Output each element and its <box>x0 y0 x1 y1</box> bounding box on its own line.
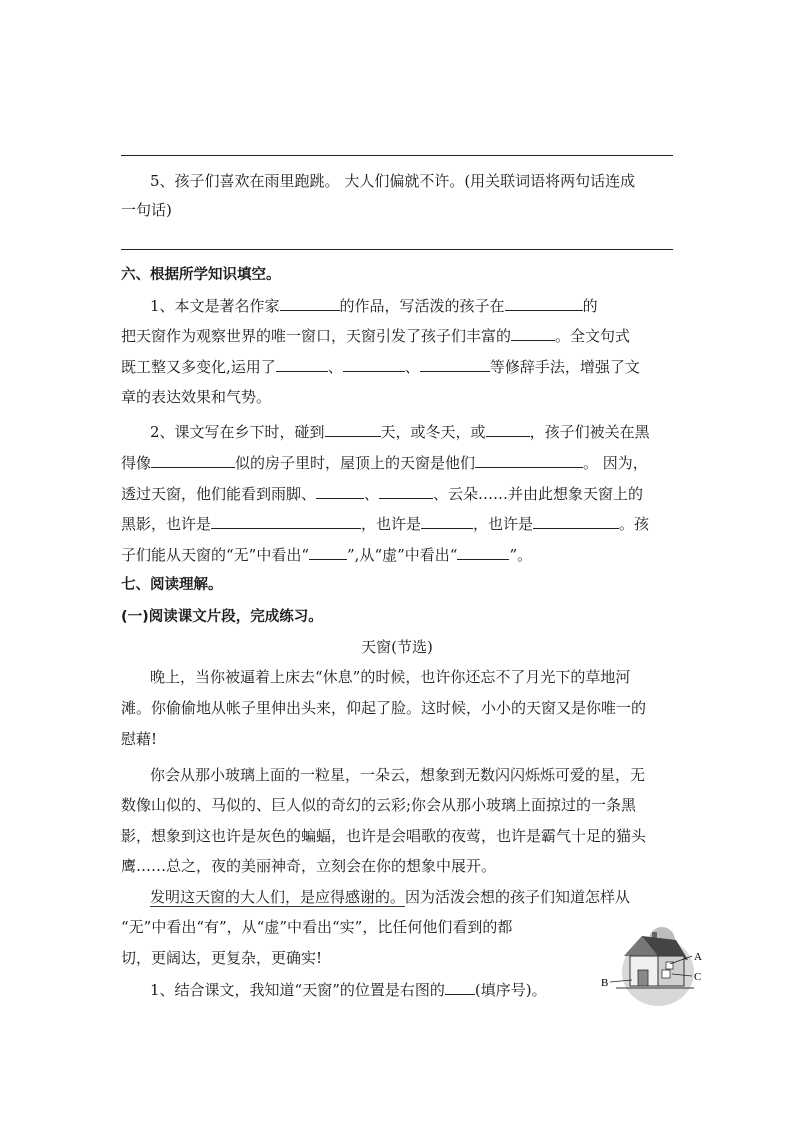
fill-blank[interactable] <box>505 295 583 311</box>
fill-blank[interactable] <box>420 356 490 372</box>
fill-blank[interactable] <box>533 513 619 529</box>
fill-blank[interactable] <box>325 421 381 437</box>
underlined-sentence: 发明这天窗的大人们，是应得感谢的。 <box>150 888 406 906</box>
s6-item1-line4: 章的表达效果和气势。 <box>121 388 272 406</box>
section7-subheading: (一)阅读课文片段，完成练习。 <box>121 609 323 625</box>
passage-title: 天窗(节选) <box>361 638 433 656</box>
fill-blank[interactable] <box>276 356 328 372</box>
fill-blank[interactable] <box>316 483 364 499</box>
text: 、 <box>364 485 380 503</box>
text: ，孩子们被关在黑 <box>529 423 650 441</box>
section7-heading: 七、阅读理解。 <box>121 577 223 593</box>
s6-item1-line3 <box>121 356 640 377</box>
s6-item2-line5 <box>121 544 532 565</box>
text: 2、课文写在乡下时，碰到 <box>150 423 325 441</box>
fill-blank[interactable] <box>486 421 530 437</box>
text: ，也许是 <box>473 515 534 533</box>
text: 似的房子里时，屋顶上的天窗是他们 <box>235 454 476 472</box>
q5-line-1: 5、孩子们喜欢在雨里跑跳。 大人们偏就不许。(用关联词语将两句话连成 <box>150 172 636 190</box>
text: 的 <box>582 297 598 315</box>
text: 黑影，也许是 <box>121 515 212 533</box>
fill-blank[interactable] <box>211 513 361 529</box>
text: 。孩 <box>619 515 650 533</box>
s6-item2-line3 <box>121 483 643 504</box>
s6-item2-line4 <box>121 513 649 534</box>
passage-p1-line1: 晚上，当你被逼着上床去“休息”的时候，也许你还忘不了月光下的草地河 <box>150 668 631 686</box>
label-b: B <box>601 977 609 989</box>
fill-blank[interactable] <box>421 513 473 529</box>
passage-p3-line1 <box>150 887 630 907</box>
text: 、云朵……并由此想象天窗上的 <box>433 485 644 503</box>
text: 得像 <box>121 454 152 472</box>
fill-blank[interactable] <box>445 979 475 995</box>
door <box>638 970 648 986</box>
house-figure <box>596 922 708 1006</box>
text: 因为活泼会想的孩子们知道怎样从 <box>405 888 631 906</box>
fill-blank[interactable] <box>309 544 347 560</box>
q5-line-2: 一句话) <box>121 201 172 219</box>
passage-p2-line1: 你会从那小玻璃上面的一粒星，一朵云，想象到无数闪闪烁烁可爱的星，无 <box>150 766 646 784</box>
fill-blank[interactable] <box>511 325 555 341</box>
text: 。 因为， <box>583 454 648 472</box>
passage-p1-line3: 慰藉! <box>121 730 158 748</box>
text: 1、本文是著名作家 <box>150 297 280 315</box>
passage-p3-line2: “无”中看出“有”，从“虚”中看出“实”，比任何他们看到的都 <box>121 918 513 936</box>
text: 透过天窗，他们能看到雨脚、 <box>121 485 317 503</box>
text: 1、结合课文，我知道“天窗”的位置是右图的 <box>150 981 445 999</box>
label-a: A <box>694 951 702 963</box>
passage-p2-line3: 影，想象到这也许是灰色的蝙蝠，也许是会唱歌的夜莺，也许是霸气十足的猫头 <box>121 827 647 845</box>
text: ”。 <box>509 546 533 564</box>
text: ”,从“虚”中看出“ <box>347 546 458 564</box>
text: 的作品，写活泼的孩子在 <box>339 297 505 315</box>
fill-blank[interactable] <box>280 295 340 311</box>
s6-item2-line1 <box>150 421 650 442</box>
fill-blank[interactable] <box>475 452 583 468</box>
passage-p2-line4: 鹰……总之，夜的美丽神奇，立刻会在你的想象中展开。 <box>121 857 497 875</box>
window <box>662 970 670 978</box>
text: 、 <box>327 358 343 376</box>
fill-blank[interactable] <box>151 452 235 468</box>
label-c: C <box>694 971 702 983</box>
text: 等修辞手法，增强了文 <box>489 358 640 376</box>
text: ，也许是 <box>361 515 422 533</box>
passage-p1-line2: 滩。你偷偷地从帐子里伸出头来，仰起了脸。这时候，小小的天窗又是你唯一的 <box>121 699 647 717</box>
text: 天，或冬天，或 <box>380 423 486 441</box>
text: 子们能从天窗的“无”中看出“ <box>121 546 310 564</box>
section6-heading: 六、根据所学知识填空。 <box>121 267 281 283</box>
text: 把天窗作为观察世界的唯一窗口，天窗引发了孩子们丰富的 <box>121 327 512 345</box>
text: 。全文句式 <box>555 327 631 345</box>
text: (填序号)。 <box>474 981 547 999</box>
question-1 <box>150 979 547 1000</box>
s6-item2-line2 <box>121 452 648 473</box>
s6-item1-line1 <box>150 295 598 316</box>
text: 既工整又多变化,运用了 <box>121 358 276 376</box>
fill-blank[interactable] <box>343 356 405 372</box>
text: 、 <box>404 358 420 376</box>
fill-blank[interactable] <box>457 544 509 560</box>
s6-item1-line2 <box>121 325 630 346</box>
answer-line[interactable] <box>121 155 673 156</box>
passage-p3-line3: 切，更阔达，更复杂，更确实! <box>121 949 323 967</box>
answer-line[interactable] <box>121 249 673 250</box>
fill-blank[interactable] <box>379 483 433 499</box>
passage-p2-line2: 数像山似的、马似的、巨人似的奇幻的云彩;你会从那小玻璃上面掠过的一条黑 <box>121 796 637 814</box>
